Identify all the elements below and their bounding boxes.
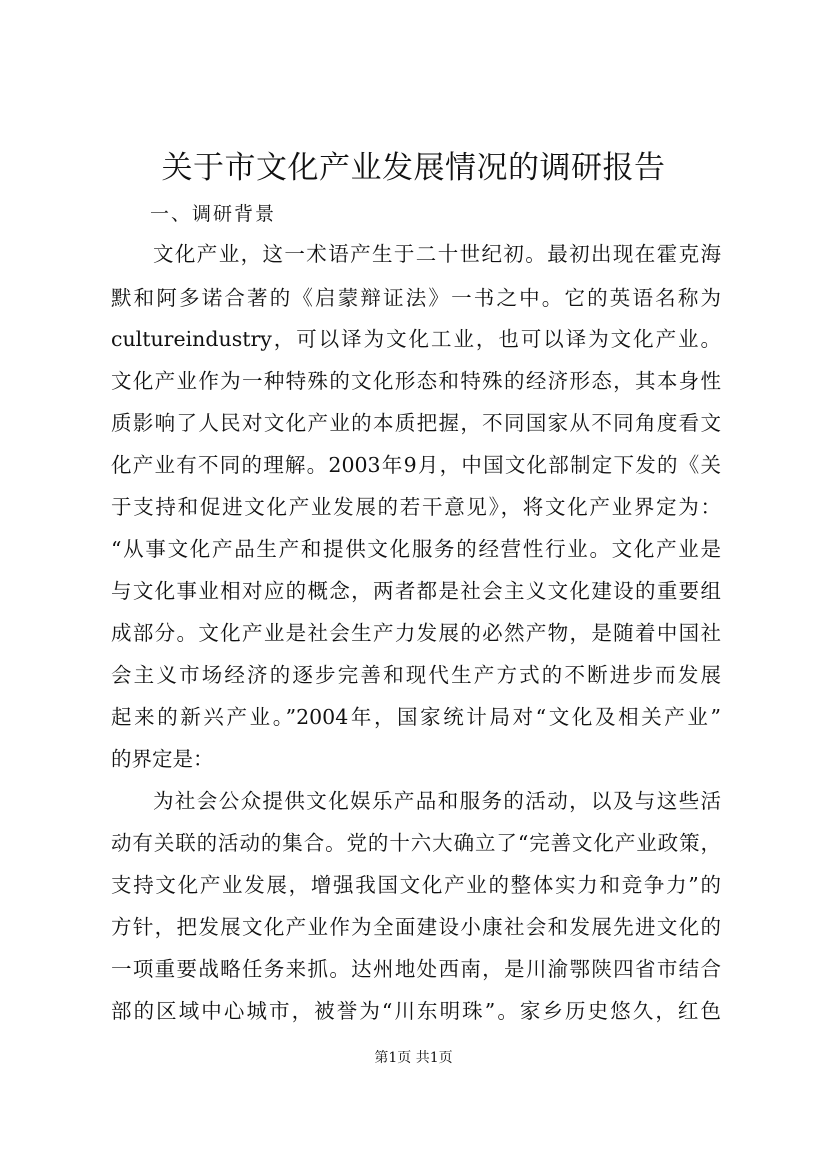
body-line: 的界定是： bbox=[111, 747, 214, 771]
body-line: 默和阿多诺合著的《启蒙辩证法》一书之中。它的英语名称为 bbox=[111, 286, 721, 310]
body-line: 文化产业，这一术语产生于二十世纪初。最初出现在霍克海 bbox=[153, 242, 721, 266]
body-line: 动有关联的活动的集合。党的十六大确立了“完善文化产业政策， bbox=[111, 831, 721, 855]
body-line: 质影响了人民对文化产业的本质把握，不同国家从不同角度看文 bbox=[111, 411, 721, 435]
body-line: 化产业有不同的理解。2003年9月，中国文化部制定下发的《关 bbox=[111, 453, 721, 477]
body-line: 一项重要战略任务来抓。达州地处西南，是川渝鄂陕四省市结合 bbox=[111, 957, 721, 981]
section-heading: 一、调研背景 bbox=[150, 203, 277, 225]
body-line: 方针，把发展文化产业作为全面建设小康社会和发展先进文化的 bbox=[111, 915, 721, 939]
body-line: 部的区域中心城市，被誉为“川东明珠”。家乡历史悠久，红色 bbox=[111, 999, 721, 1023]
body-line: 为社会公众提供文化娱乐产品和服务的活动，以及与这些活 bbox=[153, 789, 721, 813]
page-footer: 第1页 共1页 bbox=[374, 1050, 453, 1066]
body-line: 于支持和促进文化产业发展的若干意见》，将文化产业界定为： bbox=[111, 495, 721, 519]
body-line: cultureindustry，可以译为文化工业，也可以译为文化产业。 bbox=[111, 327, 721, 351]
body-line: 支持文化产业发展，增强我国文化产业的整体实力和竞争力”的 bbox=[111, 873, 721, 897]
body-line: 成部分。文化产业是社会生产力发展的必然产物，是随着中国社 bbox=[111, 621, 721, 645]
body-line: 会主义市场经济的逐步完善和现代生产方式的不断进步而发展 bbox=[111, 663, 721, 687]
body-line: 文化产业作为一种特殊的文化形态和特殊的经济形态，其本身性 bbox=[111, 369, 721, 393]
body-line: 起来的新兴产业。”2004年，国家统计局对“文化及相关产业” bbox=[111, 705, 721, 729]
body-line: “从事文化产品生产和提供文化服务的经营性行业。文化产业是 bbox=[111, 537, 721, 561]
body-line: 与文化事业相对应的概念，两者都是社会主义文化建设的重要组 bbox=[111, 579, 721, 603]
document-title: 关于市文化产业发展情况的调研报告 bbox=[161, 150, 666, 186]
